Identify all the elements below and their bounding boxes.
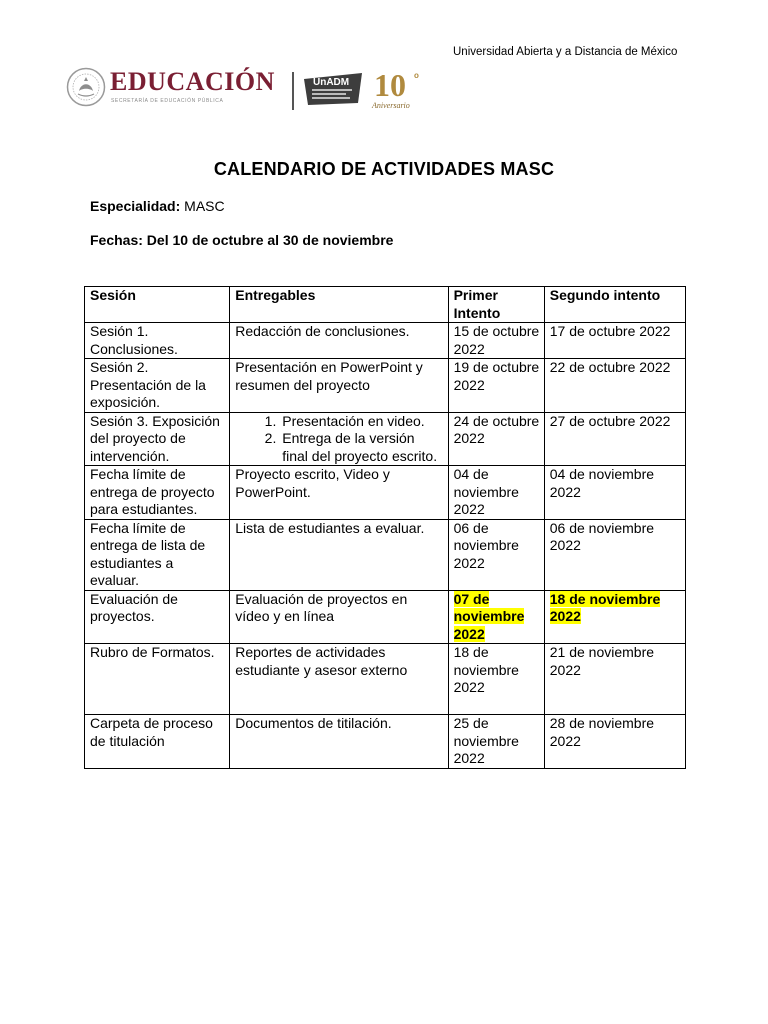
cell-primer-intento: 25 de noviembre 2022 [448,715,544,769]
table-row [85,590,686,644]
cell-sesion: Carpeta de proceso de titulación [85,715,230,769]
fechas-line: Fechas: Del 10 de octubre al 30 de noviembre [90,232,394,248]
highlighted-date: 07 de noviembre 2022 [453,590,525,642]
cell-segundo-intento [544,590,685,644]
header-sesion: Sesión [85,287,230,323]
cell-sesion: Evaluación de proyectos. [85,590,230,644]
cell-segundo-intento: 21 de noviembre 2022 [544,644,685,715]
svg-text:UnADM: UnADM [313,77,350,88]
cell-entregables: Lista de estudiantes a evaluar. [230,519,448,590]
document-title: CALENDARIO DE ACTIVIDADES MASC [213,159,555,179]
mexico-seal-logo [66,67,106,107]
cell-entregables: Documentos de titilación. [230,715,448,769]
entregables-list [235,413,443,466]
cell-segundo-intento: 27 de octubre 2022 [544,412,685,466]
cell-sesion: Fecha límite de entrega de proyecto para estudiantes. [85,466,230,520]
cell-entregables: Proyecto escrito, Video y PowerPoint. [230,466,448,520]
cell-sesion: Rubro de Formatos. [85,644,230,715]
cell-primer-intento: 19 de octubre 2022 [448,359,544,413]
table-row [85,715,686,769]
university-name: Universidad Abierta y a Distancia de México [453,46,678,58]
cell-primer-intento [448,590,544,644]
list-item: 1. Presentación en video. [280,413,443,431]
activities-table [84,286,686,769]
header-logos [64,64,444,116]
table-header-row [85,287,686,323]
cell-entregables: Reportes de actividades estudiante y asesor externo [230,644,448,715]
svg-text:Aniversario: Aniversario [372,101,410,110]
table-row [85,519,686,590]
tenth-anniversary-logo [370,66,434,112]
logo-divider [292,72,294,110]
cell-primer-intento: 15 de octubre 2022 [448,323,544,359]
cell-segundo-intento: 06 de noviembre 2022 [544,519,685,590]
cell-segundo-intento: 22 de octubre 2022 [544,359,685,413]
highlighted-date: 18 de noviembre 2022 [549,590,661,624]
unadm-logo [302,69,368,107]
cell-sesion: Fecha límite de entrega de lista de estudiantes a evaluar. [85,519,230,590]
cell-primer-intento: 18 de noviembre 2022 [448,644,544,715]
cell-entregables: Redacción de conclusiones. [230,323,448,359]
cell-sesion: Sesión 3. Exposición del proyecto de intervención. [85,412,230,466]
cell-entregables: Presentación en PowerPoint y resumen del proyecto [230,359,448,413]
cell-segundo-intento: 28 de noviembre 2022 [544,715,685,769]
cell-primer-intento: 06 de noviembre 2022 [448,519,544,590]
svg-text:10: 10 [374,67,406,103]
svg-text:o: o [414,71,419,80]
especialidad-label: Especialidad: [90,198,181,214]
cell-entregables: Evaluación de proyectos en vídeo y en línea [230,590,448,644]
cell-sesion: Sesión 1. Conclusiones. [85,323,230,359]
cell-primer-intento: 24 de octubre 2022 [448,412,544,466]
educacion-logo-text: EDUCACIÓN [110,67,275,96]
educacion-logo-subtext: SECRETARÍA DE EDUCACIÓN PÚBLICA [111,98,224,104]
table-row [85,412,686,466]
cell-primer-intento: 04 de noviembre 2022 [448,466,544,520]
cell-segundo-intento: 17 de octubre 2022 [544,323,685,359]
table-row [85,359,686,413]
header-entregables: Entregables [230,287,448,323]
table-row [85,323,686,359]
header-segundo-intento: Segundo intento [544,287,685,323]
cell-segundo-intento: 04 de noviembre 2022 [544,466,685,520]
header-primer-intento: Primer Intento [448,287,544,323]
list-item: 2. Entrega de la versión final del proyecto escrito. [280,430,443,465]
table-row [85,644,686,715]
especialidad-value: MASC [180,198,225,214]
cell-entregables [230,412,448,466]
especialidad-line [90,198,225,214]
table-row [85,466,686,520]
cell-sesion: Sesión 2. Presentación de la exposición. [85,359,230,413]
